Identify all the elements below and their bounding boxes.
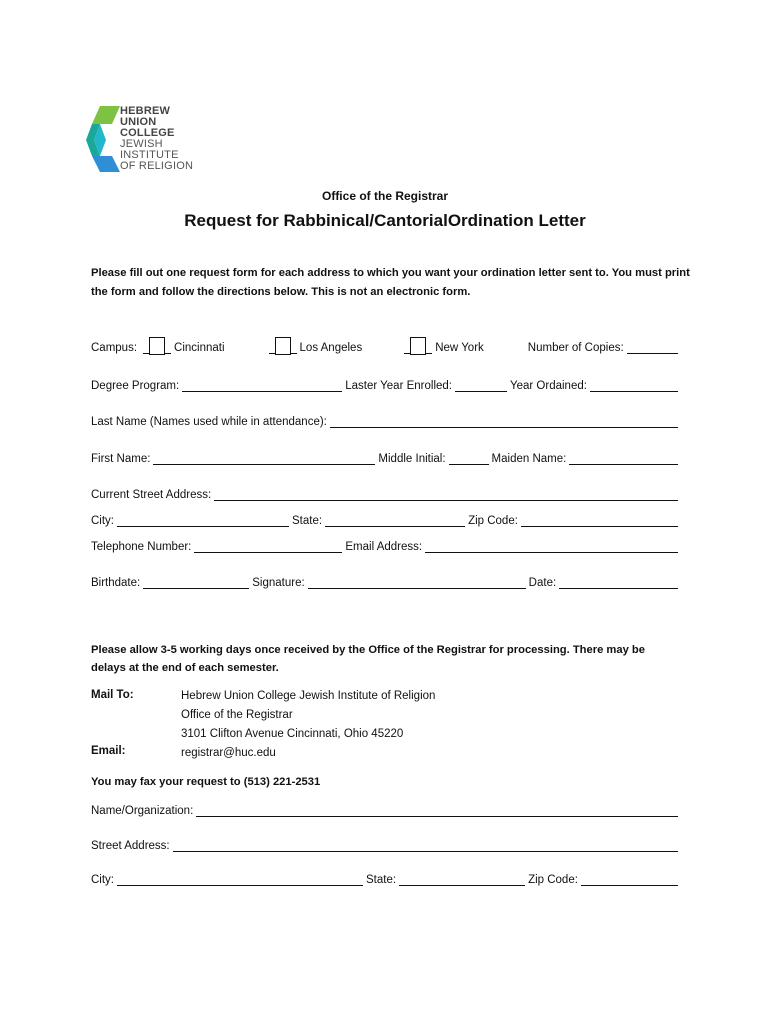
page-title: Request for Rabbinical/CantorialOrdination Letter bbox=[184, 211, 586, 230]
telephone-row bbox=[91, 539, 681, 553]
state-label: State: bbox=[292, 515, 323, 527]
email-label: Email Address: bbox=[345, 541, 423, 553]
birthdate-field[interactable] bbox=[143, 575, 249, 589]
degree-program-label: Degree Program: bbox=[91, 380, 180, 392]
huc-logo bbox=[86, 104, 216, 174]
birthdate-label: Birthdate: bbox=[91, 577, 141, 589]
campus-option-new-york: New York bbox=[435, 342, 484, 354]
middle-initial-field[interactable] bbox=[449, 451, 489, 465]
street-row bbox=[91, 487, 681, 501]
signature-label: Signature: bbox=[252, 577, 305, 589]
logo-wordmark: HEBREW UNION COLLEGE JEWISH INSTITUTE OF RELIGION bbox=[120, 105, 194, 172]
zip-label: Zip Code: bbox=[468, 515, 518, 527]
fax-street-row bbox=[91, 838, 681, 852]
address-line-3: 3101 Clifton Avenue Cincinnati, Ohio 45220 bbox=[181, 728, 404, 740]
city-field[interactable] bbox=[117, 513, 289, 527]
year-ordained-field[interactable] bbox=[590, 378, 678, 392]
signature-field[interactable] bbox=[308, 575, 526, 589]
campus-checkbox-new-york[interactable] bbox=[410, 337, 426, 355]
last-name-label: Last Name (Names used while in attendance): bbox=[91, 416, 327, 428]
street-label: Current Street Address: bbox=[91, 489, 212, 501]
copies-field[interactable] bbox=[627, 340, 678, 354]
fax-city-label: City: bbox=[91, 874, 114, 886]
state-field[interactable] bbox=[325, 513, 465, 527]
name-org-row bbox=[91, 803, 681, 817]
office-heading: Office of the Registrar bbox=[321, 189, 449, 203]
email-field[interactable] bbox=[425, 539, 678, 553]
registrar-email: registrar@huc.edu bbox=[181, 747, 276, 759]
telephone-field[interactable] bbox=[194, 539, 342, 553]
fax-city-row bbox=[91, 872, 681, 886]
fax-zip-field[interactable] bbox=[581, 872, 678, 886]
name-org-label: Name/Organization: bbox=[91, 805, 194, 817]
last-name-field[interactable] bbox=[330, 414, 678, 428]
date-label: Date: bbox=[528, 577, 557, 589]
intro-text: Please fill out one request form for each address to which you want your ordination letter sent to. You must print the form and follow the directions below. This is not an electronic form. bbox=[91, 267, 690, 298]
date-field[interactable] bbox=[559, 575, 678, 589]
email-contact-label: Email: bbox=[91, 745, 126, 757]
maiden-name-field[interactable] bbox=[569, 451, 678, 465]
fax-notice: You may fax your request to (513) 221-2531 bbox=[91, 776, 321, 788]
first-name-label: First Name: bbox=[91, 453, 151, 465]
middle-initial-label: Middle Initial: bbox=[378, 453, 446, 465]
campus-checkbox-los-angeles[interactable] bbox=[275, 337, 291, 355]
fax-street-label: Street Address: bbox=[91, 840, 170, 852]
address-line-2: Office of the Registrar bbox=[181, 709, 293, 721]
last-name-row bbox=[91, 414, 681, 428]
campus-label: Campus: bbox=[91, 342, 138, 354]
fax-city-field[interactable] bbox=[117, 872, 363, 886]
city-row bbox=[91, 513, 681, 527]
campus-checkbox-cincinnati[interactable] bbox=[149, 337, 165, 355]
maiden-name-label: Maiden Name: bbox=[491, 453, 567, 465]
street-field[interactable] bbox=[214, 487, 678, 501]
year-ordained-label: Year Ordained: bbox=[510, 380, 587, 392]
huc-logo-mark-icon bbox=[86, 104, 120, 174]
address-line-1: Hebrew Union College Jewish Institute of Religion bbox=[181, 690, 436, 702]
campus-option-los-angeles: Los Angeles bbox=[299, 342, 363, 354]
fax-street-field[interactable] bbox=[173, 838, 678, 852]
degree-row bbox=[91, 378, 681, 392]
city-label: City: bbox=[91, 515, 114, 527]
name-org-field[interactable] bbox=[196, 803, 678, 817]
campus-option-cincinnati: Cincinnati bbox=[174, 342, 225, 354]
laster-year-label: Laster Year Enrolled: bbox=[345, 380, 452, 392]
birthdate-row bbox=[91, 575, 681, 589]
copies-label: Number of Copies: bbox=[527, 342, 624, 354]
first-name-field[interactable] bbox=[153, 451, 375, 465]
degree-program-field[interactable] bbox=[182, 378, 342, 392]
fax-zip-label: Zip Code: bbox=[528, 874, 578, 886]
mail-to-label: Mail To: bbox=[91, 689, 134, 701]
zip-field[interactable] bbox=[521, 513, 678, 527]
laster-year-field[interactable] bbox=[455, 378, 507, 392]
mail-address bbox=[181, 687, 435, 763]
processing-notice: Please allow 3-5 working days once received by the Office of the Registrar for processing. There may be delays at the end of each semester. bbox=[91, 644, 645, 674]
fax-state-label: State: bbox=[366, 874, 397, 886]
first-name-row bbox=[91, 451, 681, 465]
fax-state-field[interactable] bbox=[399, 872, 525, 886]
telephone-label: Telephone Number: bbox=[91, 541, 192, 553]
campus-row bbox=[91, 337, 681, 354]
